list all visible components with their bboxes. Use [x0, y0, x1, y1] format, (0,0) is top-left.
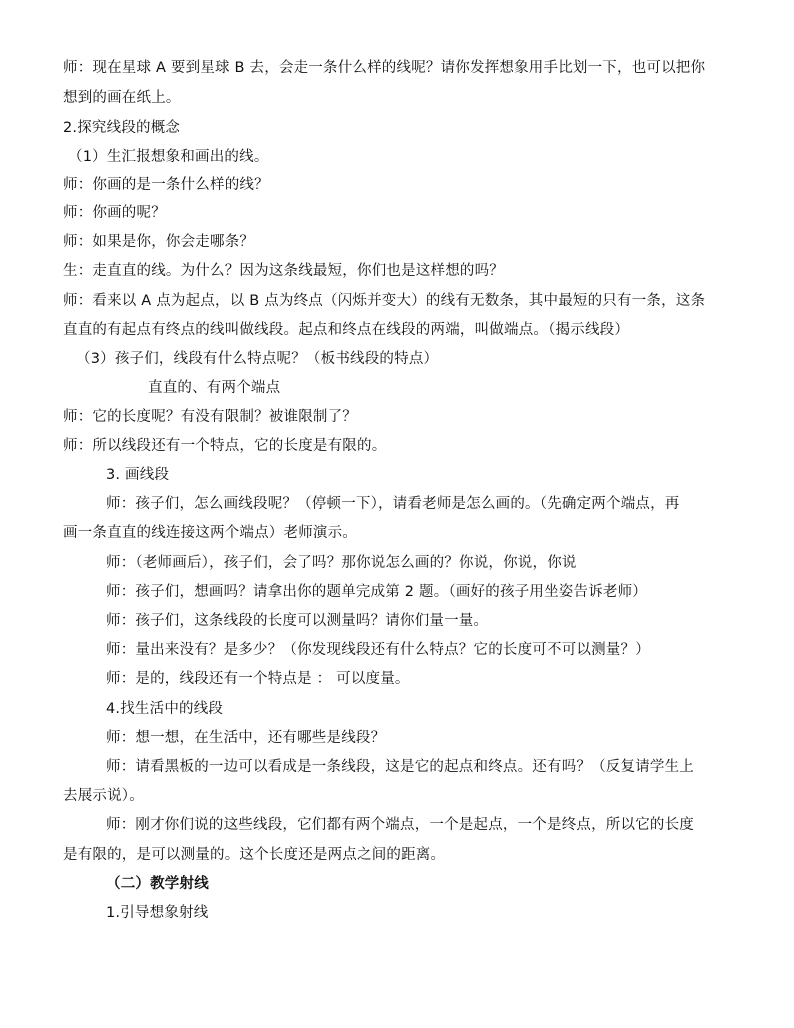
paragraph-line: 师：想一想，在生活中，还有哪些是线段？ [106, 730, 386, 746]
paragraph-line: 生：走直直的线。为什么？因为这条线最短，你们也是这样想的吗？ [63, 263, 504, 279]
board-note: 直直的、有两个端点 [148, 380, 281, 396]
paragraph-line: （1）生汇报想象和画出的线。 [68, 149, 269, 165]
section-heading-bold: （二）教学射线 [106, 876, 209, 892]
paragraph-line: 师：刚才你们说的这些线段，它们都有两个端点，一个是起点，一个是终点，所以它的长度 [106, 817, 694, 833]
paragraph-line: 师：你画的是一条什么样的线？ [63, 177, 269, 193]
paragraph-line: 师：孩子们，想画吗？请拿出你的题单完成第 2 题。（画好的孩子用坐姿告诉老师） [106, 584, 647, 600]
paragraph-line: 直直的有起点有终点的线叫做线段。起点和终点在线段的两端，叫做端点。（揭示线段） [63, 322, 630, 338]
paragraph-line: 师：所以线段还有一个特点，它的长度是有限的。 [63, 438, 387, 454]
paragraph-line: 师：它的长度呢？有没有限制？被谁限制了？ [63, 409, 357, 425]
paragraph-line: 师：孩子们，怎么画线段呢？（停顿一下），请看老师是怎么画的。（先确定两个端点，再 [106, 496, 680, 512]
paragraph-line: 师：请看黑板的一边可以看成是一条线段，这是它的起点和终点。还有吗？（反复请学生上 [106, 759, 694, 775]
section-heading: 3. 画线段 [106, 467, 170, 483]
paragraph-line: 去展示说）。 [63, 788, 144, 804]
paragraph-line: 师：现在星球 A 要到星球 B 去，会走一条什么样的线呢？请你发挥想象用手比划一下，也可以把你 [63, 60, 706, 76]
section-heading: 4.找生活中的线段 [106, 701, 224, 717]
paragraph-line: 师：看来以 A 点为起点，以 B 点为终点（闪烁并变大）的线有无数条，其中最短的只有一条，这条 [63, 293, 706, 309]
paragraph-line: 师：是的，线段还有一个特点是 ： 可以度量。 [106, 671, 410, 687]
paragraph-line: 画一条直直的线连接这两个端点）老师演示。 [63, 525, 357, 541]
section-heading: 1.引导想象射线 [106, 905, 209, 921]
paragraph-line: 师：孩子们，这条线段的长度可以测量吗？请你们量一量。 [106, 613, 489, 629]
paragraph-line: （3）孩子们，线段有什么特点呢？（板书线段的特点） [76, 351, 439, 367]
section-heading: 2.探究线段的概念 [63, 120, 181, 136]
paragraph-line: 师：如果是你，你会走哪条？ [63, 234, 255, 250]
paragraph-line: 是有限的，是可以测量的。这个长度还是两点之间的距离。 [63, 847, 446, 863]
paragraph-line: 师：量出来没有？是多少？（你发现线段还有什么特点？它的长度可不可以测量？） [106, 642, 650, 658]
paragraph-line: 师：（老师画后），孩子们，会了吗？那你说怎么画的？你说，你说，你说 [106, 555, 577, 571]
paragraph-line: 想到的画在纸上。 [63, 90, 181, 106]
paragraph-line: 师：你画的呢？ [63, 205, 166, 221]
